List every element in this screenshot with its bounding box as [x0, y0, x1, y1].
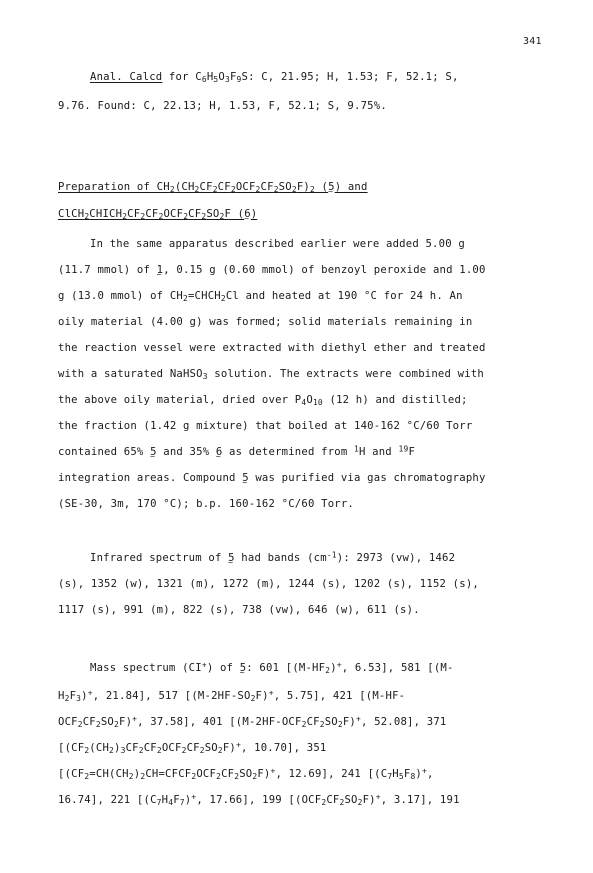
ms-line: $H_2F_3)^+$, 21.84], 517 [$(M-2HF-SO_2F)^+$, 5.75], 421 [(M-HF-: [58, 688, 406, 703]
body-line: the reaction vessel were extracted with diethyl ether and treated: [58, 342, 486, 354]
body-line: In the same apparatus described earlier were added 5.00 g: [90, 238, 465, 250]
ms-line: [$(CF_2=CH(CH_2)_2CH=CFCF_2OCF_2CF_2SO_2F)^+$, 12.69], 241 [$(C_7H_5F_8)^+$,: [58, 766, 434, 781]
section-heading-line-2: $ClCH_2CHICH_2CF_2CF_2OCF_2CF_2SO_2F$ (6 ~): [58, 207, 257, 221]
body-line: (SE-30, 3m, 170 °C); b.p. 160-162 °C/60 Torr.: [58, 498, 355, 510]
body-line: the above oily material, dried over $P_4O_{10}$ (12 h) and distilled;: [58, 394, 468, 407]
ms-line: Mass spectrum (CI+) of 5 ~: 601 [$(M-HF_2)^+$, 6.53], 581 [(M-: [90, 661, 454, 675]
body-line: contained 65% 5 ~ and 35% 6 ~ as determined from $^1$H and $^{19}$F: [58, 445, 415, 459]
ms-line: [$(CF_2(CH_2)_3CF_2CF_2OCF_2CF_2SO_2F)^+$, 10.70], 351: [58, 740, 327, 755]
ms-line: $OCF_2CF_2SO_2F)^+$, 37.58], 401 [$(M-2HF-OCF_2CF_2SO_2F)^+$, 52.08], 371: [58, 714, 447, 729]
ir-line: 1117 (s), 991 (m), 822 (s), 738 (vw), 646 (w), 611 (s).: [58, 604, 420, 616]
analysis-line-2: 9.76. Found: C, 22.13; H, 1.53, F, 52.1; S, 9.75%.: [58, 100, 387, 112]
page-number: 341: [523, 36, 542, 47]
body-line: integration areas. Compound 5 ~ was purified via gas chromatography: [58, 471, 486, 485]
body-line: g (13.0 mmol) of $CH_2=CHCH_2Cl$ and heated at 190 °C for 24 h. An: [58, 290, 463, 303]
section-heading-line-1: Preparation of $CH_2(CH_2CF_2CF_2OCF_2CF_2SO_2F)_2$ (5 ~) and: [58, 180, 368, 194]
ir-line: (s), 1352 (w), 1321 (m), 1272 (m), 1244 (s), 1202 (s), 1152 (s),: [58, 578, 479, 590]
ir-line: Infrared spectrum of 5 ~ had bands $(cm^{-1})$: 2973 (vw), 1462: [90, 551, 455, 565]
body-line: oily material (4.00 g) was formed; solid materials remaining in: [58, 316, 473, 328]
analysis-line-1: Anal. Calcd for $C_6H_5O_3F_9S$: C, 21.95; H, 1.53; F, 52.1; S,: [90, 71, 459, 84]
body-line: the fraction (1.42 g mixture) that boiled at 140-162 °C/60 Torr: [58, 420, 473, 432]
body-line: (11.7 mmol) of 1 ~, 0.15 g (0.60 mmol) of benzoyl peroxide and 1.00: [58, 263, 486, 277]
ms-line: 16.74], 221 [$(C_7H_4F_7)^+$, 17.66], 199 [$(OCF_2CF_2SO_2F)^+$, 3.17], 191: [58, 792, 460, 807]
body-line: with a saturated NaHSO$_3$ solution. The extracts were combined with: [58, 368, 484, 381]
